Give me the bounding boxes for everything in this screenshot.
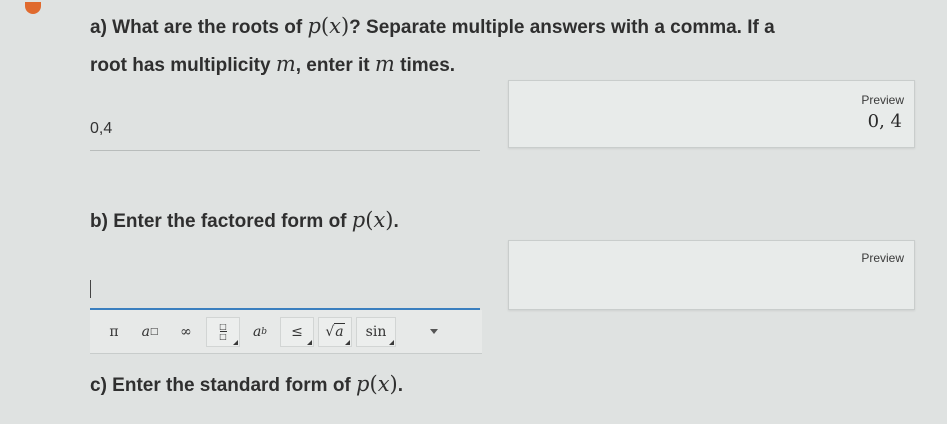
corner-marker [345, 340, 350, 345]
sin-button[interactable] [356, 317, 396, 347]
preview-value: 0, 4 [867, 111, 902, 132]
corner-marker [389, 340, 394, 345]
question-b-text: b) Enter the factored form of [90, 211, 352, 232]
roots-input-value: 0,4 [90, 120, 113, 137]
question-b [90, 208, 399, 234]
function-p-c: p(x) [356, 372, 398, 396]
question-a-line2-end: times. [394, 55, 456, 76]
fraction-icon: $\frac{□}{□}$ [219, 322, 227, 341]
power-base: a [252, 323, 262, 340]
question-a-text-start: a) What are the roots of [90, 17, 308, 38]
text-caret [90, 280, 91, 298]
question-c-text: c) Enter the standard form of [90, 375, 357, 396]
superscript-button[interactable] [134, 318, 166, 346]
roots-preview-box [508, 80, 915, 148]
superscript-base: a [141, 323, 150, 340]
corner-marker [233, 340, 238, 345]
factored-form-input[interactable] [90, 258, 480, 310]
infinity-button[interactable] [170, 318, 202, 346]
question-a-text-end: ? Separate multiple answers with a comma. If a [349, 17, 775, 38]
superscript-placeholder: □ [149, 326, 159, 337]
fraction-button[interactable] [206, 317, 240, 347]
question-a-line1 [90, 14, 775, 40]
corner-marker [307, 340, 312, 345]
leq-symbol: ≤ [291, 323, 303, 340]
sqrt-icon: √a [325, 323, 344, 340]
factored-preview-box [508, 240, 915, 310]
pi-symbol: π [109, 323, 119, 340]
question-a-line2 [90, 52, 455, 78]
multiplicity-m-2: m [374, 52, 395, 76]
roots-input[interactable] [90, 100, 480, 151]
question-a-line2-middle: , enter it [295, 55, 375, 76]
alert-icon [25, 2, 41, 14]
function-p: p(x) [307, 14, 350, 38]
function-p-b: p(x) [351, 208, 394, 232]
math-toolbar [90, 310, 482, 354]
question-b-period: . [393, 211, 399, 232]
pi-button[interactable] [98, 318, 130, 346]
power-exponent: b [261, 326, 268, 337]
sqrt-button[interactable] [318, 317, 352, 347]
power-button[interactable] [244, 318, 276, 346]
question-c [90, 372, 403, 398]
chevron-down-icon[interactable] [430, 329, 438, 334]
question-a-line2-start: root has multiplicity [90, 55, 276, 76]
infinity-symbol: ∞ [180, 323, 192, 340]
preview-label: Preview [861, 93, 904, 107]
question-c-period: . [397, 375, 404, 396]
inequality-button[interactable] [280, 317, 314, 347]
factored-preview-label: Preview [861, 251, 904, 265]
sin-label: sin [365, 323, 387, 340]
multiplicity-m: m [275, 52, 296, 76]
